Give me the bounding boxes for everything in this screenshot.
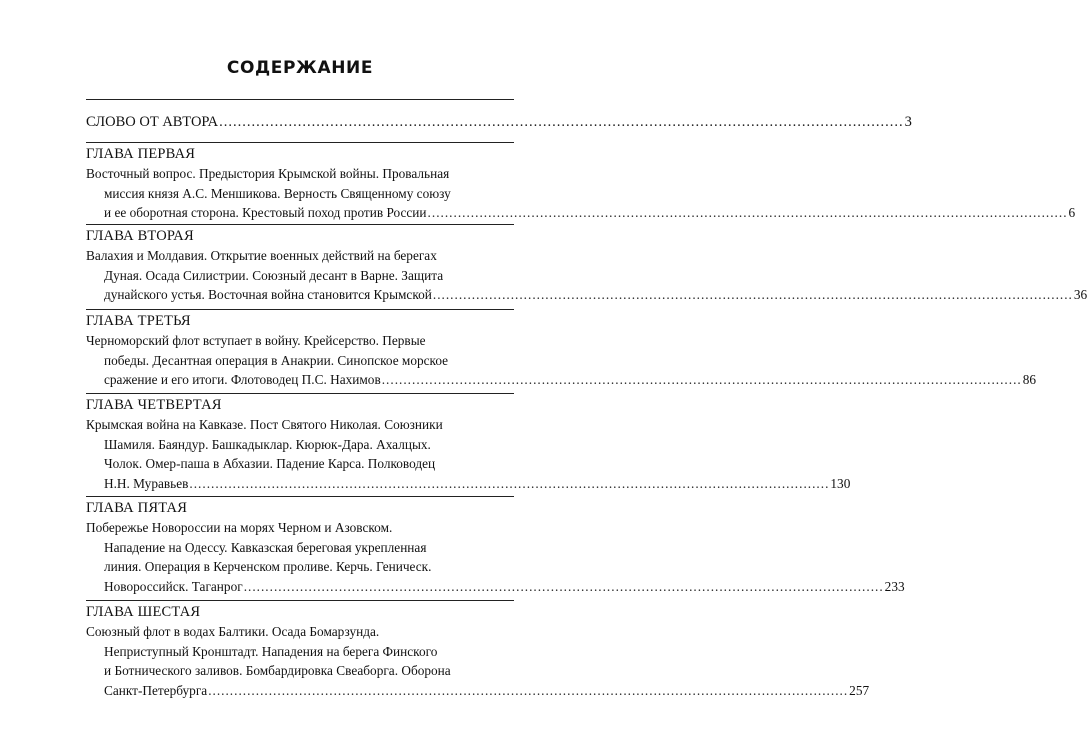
toc-entry-label: СЛОВО ОТ АВТОРА (86, 114, 219, 130)
dot-leader: .................................................................................................................................................... (427, 205, 1068, 220)
chapter-summary-last-line: Санкт-Петербурга (104, 682, 208, 698)
chapter-heading: ГЛАВА ШЕСТАЯ (86, 604, 201, 620)
toc-entry-line (86, 474, 851, 494)
page-number: 36 (1073, 287, 1087, 302)
chapter-heading: ГЛАВА ПЕРВАЯ (86, 146, 196, 162)
page-number: 3 (904, 114, 912, 130)
chapter-summary-line: миссия князя А.С. Меншикова. Верность Священному союзу (104, 185, 451, 201)
chapter-heading: ГЛАВА ЧЕТВЕРТАЯ (86, 397, 222, 413)
section-divider (86, 496, 514, 497)
toc-chapter-3[interactable] (86, 312, 1037, 390)
toc-chapter-6[interactable] (86, 603, 870, 700)
dot-leader: .................................................................................................................................................... (208, 682, 849, 698)
section-divider (86, 393, 514, 394)
toc-entry-line (86, 681, 870, 701)
chapter-heading: ГЛАВА ПЯТАЯ (86, 500, 188, 516)
page-number: 130 (830, 475, 851, 491)
dot-leader: .................................................................................................................................................... (189, 475, 830, 491)
section-divider (86, 224, 514, 225)
chapter-summary-line: победы. Десантная операция в Анакрии. Синопское морское (104, 352, 449, 368)
page-number: 86 (1022, 372, 1037, 387)
dot-leader: .................................................................................................................................................... (381, 372, 1022, 387)
chapter-heading: ГЛАВА ТРЕТЬЯ (86, 313, 191, 329)
chapter-summary-line: Нападение на Одессу. Кавказская береговая укрепленная (104, 539, 427, 555)
chapter-summary-line: Черноморский флот вступает в войну. Крейсерство. Первые (86, 333, 426, 348)
chapter-summary-line: линия. Операция в Керченском проливе. Керчь. Геническ. (104, 559, 432, 574)
toc-chapter-1[interactable] (86, 145, 1076, 223)
chapter-summary-line: Чолок. Омер-паша в Абхазии. Падение Карса. Полководец (104, 456, 436, 471)
dot-leader: .................................................................................................................................................... (243, 578, 884, 594)
chapter-summary-last-line: и ее оборотная сторона. Крестовый поход против России (104, 205, 427, 220)
toc-chapter-2[interactable] (86, 227, 1087, 305)
chapter-summary-last-line: Новороссийск. Таганрог (104, 578, 243, 594)
section-divider (86, 142, 514, 143)
chapter-summary-line: Неприступный Кронштадт. Нападения на берега Финского (104, 643, 438, 659)
toc-entry-line (86, 113, 912, 133)
section-divider (86, 600, 514, 601)
chapter-summary-line: Побережье Новороссии на морях Черном и Азовском. (86, 520, 393, 535)
section-divider (86, 99, 514, 100)
toc-entry-line (86, 577, 905, 597)
page-title: СОДЕРЖАНИЕ (226, 58, 374, 78)
toc-chapter-5[interactable] (86, 499, 905, 596)
dot-leader: .................................................................................................................................................... (219, 114, 904, 130)
chapter-summary-last-line: сражение и его итоги. Флотоводец П.С. Нахимов (104, 372, 381, 387)
chapter-summary-last-line: Н.Н. Муравьев (104, 475, 189, 491)
chapter-summary-line: Дуная. Осада Силистрии. Союзный десант в Варне. Защита (104, 267, 444, 283)
chapter-summary-line: и Ботнического заливов. Бомбардировка Свеаборга. Оборона (104, 663, 451, 678)
dot-leader: .................................................................................................................................................... (432, 287, 1073, 302)
toc-entry-author[interactable] (86, 113, 912, 133)
page-number: 233 (884, 578, 905, 594)
toc-entry-line (86, 203, 1076, 223)
page-number: 6 (1068, 205, 1076, 220)
chapter-heading: ГЛАВА ВТОРАЯ (86, 228, 194, 244)
chapter-summary-line: Крымская война на Кавказе. Пост Святого Николая. Союзники (86, 417, 443, 432)
toc-entry-line (86, 285, 1087, 305)
section-divider (86, 309, 514, 310)
chapter-summary-line: Восточный вопрос. Предыстория Крымской войны. Провальная (86, 166, 450, 181)
chapter-summary-last-line: дунайского устья. Восточная война становится Крымской (104, 287, 432, 302)
toc-chapter-4[interactable] (86, 396, 851, 493)
toc-entry-line (86, 370, 1037, 390)
chapter-summary-line: Шамиля. Баяндур. Башкадыклар. Кюрюк-Дара. Ахалцых. (104, 436, 431, 452)
chapter-summary-line: Валахия и Молдавия. Открытие военных действий на берегах (86, 248, 437, 263)
chapter-summary-line: Союзный флот в водах Балтики. Осада Бомарзунда. (86, 624, 380, 639)
page-number: 257 (849, 682, 870, 698)
